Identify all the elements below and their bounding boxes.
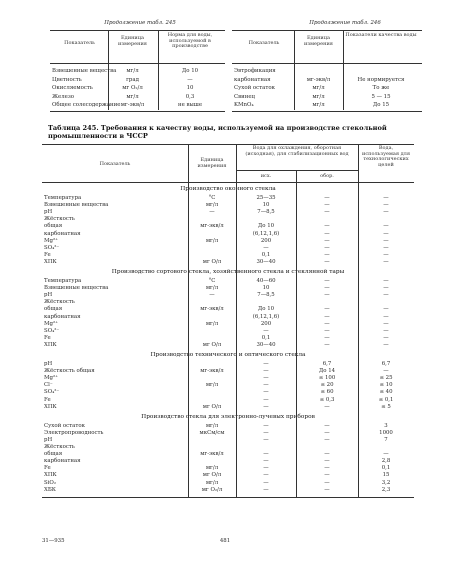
table-cell-circulating: —	[324, 202, 330, 209]
table-cell-label: Цветность	[52, 76, 82, 83]
table-cell-circulating: —	[324, 472, 330, 479]
header-cell: Показатели качества воды	[345, 32, 417, 38]
table-cell-source: —	[263, 458, 269, 465]
table-cell-process: 0,1	[381, 465, 391, 472]
table-cell-process: ≤ 10	[379, 382, 393, 389]
header-col-indicator: Показатель	[99, 161, 131, 167]
table-row-label: ХПК	[44, 341, 57, 348]
top-left-rule	[50, 30, 225, 31]
table-cell-label: KMnO₄	[234, 102, 254, 108]
table-cell-source: —	[263, 486, 269, 493]
table-cell-circulating: До 14	[318, 368, 336, 375]
table-row-label: Жёсткость общая	[44, 368, 95, 375]
table-cell-unit: мг/л	[205, 202, 219, 209]
table-cell-circulating: —	[324, 258, 330, 265]
table-cell-circulating: —	[324, 479, 330, 486]
table-cell-unit: мг-экв/л	[200, 306, 224, 313]
table-cell-label: карбонатная	[234, 76, 271, 83]
table-cell-value: 5 — 15	[371, 93, 391, 100]
table-cell-process: 2,3	[381, 486, 391, 493]
table-cell-source: (6,12,1,6)	[252, 230, 280, 237]
table-cell-source: —	[263, 429, 269, 436]
table-cell-unit: —	[209, 209, 215, 216]
table-cell-source: 10	[262, 202, 270, 209]
table-cell-circulating: —	[324, 320, 330, 327]
table-cell-circulating: —	[324, 251, 330, 258]
table-cell-process: ≤ 40	[379, 389, 393, 396]
table-cell-source: 40—60	[256, 278, 276, 284]
table-cell-label: Сухой остаток	[234, 85, 275, 91]
table-cell-source: —	[263, 465, 269, 472]
table-row-label: Жёсткость	[44, 299, 75, 306]
table-row-label: карбонатная	[44, 458, 81, 465]
page-number: 481	[219, 538, 231, 544]
table-cell-unit: мг O/л	[202, 472, 222, 479]
table-row-label: общая	[44, 306, 63, 313]
table-cell-process: 3,2	[381, 479, 391, 486]
table-row-label: Fe	[44, 251, 51, 258]
table-cell-process: —	[383, 306, 389, 313]
table-row-label: ХПК	[44, 258, 57, 265]
table-cell-unit: мг/л	[205, 422, 219, 429]
table-cell-source: —	[263, 479, 269, 486]
signature-mark: 31—935	[42, 538, 65, 544]
header-col-process: Вода, используемая для технологических целей	[361, 145, 411, 168]
table-row-label: SO₄²⁻	[44, 244, 60, 251]
table-row-label: ХПК	[44, 403, 57, 410]
table-cell-source: —	[263, 396, 269, 403]
table-cell-unit: мг O/л	[202, 258, 222, 265]
section-title: Производство оконного стекла	[180, 186, 276, 192]
table-cell-unit: мг O₂/л	[122, 85, 143, 91]
table-cell-value: До 15	[372, 102, 390, 108]
table-cell-value: —	[187, 76, 193, 83]
table-row-label: SO₄²⁻	[44, 327, 60, 334]
table-cell-source: 30—40	[256, 341, 276, 348]
table-cell-process: 2,8	[381, 458, 391, 465]
table-cell-source: —	[263, 244, 269, 251]
top-left-bottom-rule	[50, 111, 225, 112]
table-cell-process: —	[383, 251, 389, 258]
table-cell-source: До 10	[257, 306, 275, 313]
table-cell-circulating: ≤ 0,3	[319, 396, 335, 403]
table-cell-circulating: —	[324, 195, 330, 201]
table-row-label: Температура	[44, 195, 82, 201]
table-row-label: SO₄²⁻	[44, 389, 60, 396]
table-cell-source: —	[263, 382, 269, 389]
table-row-label: карбонатная	[44, 313, 81, 320]
table-cell-circulating: —	[324, 451, 330, 458]
table-cell-process: —	[383, 202, 389, 209]
table-cell-source: 0,1	[261, 334, 271, 341]
header-cell: Норма для воды, используемой в производстве	[167, 32, 213, 50]
column-rule	[236, 144, 237, 497]
table-cell-circulating: —	[324, 422, 330, 429]
table-cell-unit: мг-экв/л	[120, 102, 145, 108]
header-col-cooling: Вода для охлаждения, оборотная (исходная), для стабилизационных вод	[245, 145, 349, 157]
header-col-unit: Единица измерения	[197, 157, 227, 169]
section-title: Производство сортового стекла, хозяйственного стекла и стеклянной тары	[111, 269, 345, 275]
running-head-left: Продолжение табл. 245	[104, 20, 176, 26]
table-cell-circulating: —	[324, 341, 330, 348]
running-head-right: Продолжение табл. 246	[309, 20, 381, 26]
table-cell-unit: мг/л	[312, 102, 325, 108]
table-cell-process: 1000	[379, 429, 393, 436]
table-row-label: Взвешенные вещества	[44, 285, 109, 292]
table-cell-unit: мг-экв/л	[200, 223, 224, 230]
table-cell-label: Общее солесодержание	[52, 102, 121, 108]
table-cell-circulating: ≤ 20	[320, 382, 334, 389]
table-cell-value: 0,3	[185, 93, 195, 100]
table-cell-process: —	[383, 258, 389, 265]
table-row-label: Электропроводность	[44, 429, 104, 436]
table-cell-process: —	[383, 244, 389, 251]
table-cell-unit: град	[126, 76, 139, 83]
table-cell-source: —	[263, 422, 269, 429]
table-row-label: общая	[44, 223, 63, 230]
table-cell-source: 7—8,5	[257, 292, 275, 299]
table-cell-circulating: —	[324, 313, 330, 320]
table-cell-unit: мг/л	[205, 479, 219, 486]
table-cell-unit: мг/л	[205, 465, 219, 472]
column-rule	[343, 30, 344, 110]
table-cell-source: 7—8,5	[257, 209, 275, 216]
table-cell-process: —	[383, 237, 389, 244]
section-title: Производство стекла для электронно-лучевых приборов	[141, 413, 315, 420]
table-cell-process: 3	[384, 422, 388, 429]
column-rule	[158, 30, 159, 110]
table-cell-unit: мг O₂/л	[201, 486, 223, 493]
table-cell-circulating: —	[324, 334, 330, 341]
table-cell-process: —	[383, 230, 389, 237]
table-cell-unit: мг/л	[126, 93, 139, 100]
table-row-label: pH	[44, 361, 53, 367]
column-rule	[188, 144, 189, 497]
header-cell: Единица измерения	[304, 35, 333, 47]
table-cell-circulating: —	[324, 285, 330, 292]
table-bottom-rule	[42, 497, 414, 498]
table-cell-unit: °C	[208, 195, 216, 201]
top-right-rule	[232, 30, 422, 31]
table-cell-circulating: —	[324, 278, 330, 284]
table-row-label: Сухой остаток	[44, 422, 85, 429]
table-row-label: Жёсткость	[44, 444, 75, 450]
table-row-label: Cl⁻	[44, 382, 53, 389]
table-cell-label: Взвешенные вещества	[52, 68, 117, 74]
table-cell-source: —	[263, 436, 269, 443]
table-row-label: Mg²⁺	[44, 320, 58, 327]
header-cell: Единица измерения	[118, 35, 147, 47]
table-row-label: ХПК	[44, 472, 57, 479]
table-cell-process: —	[383, 320, 389, 327]
table-cell-process: ≤ 25	[379, 375, 393, 382]
table-cell-unit: мкСм/см	[199, 429, 225, 436]
header-col-cooling-source: исх.	[260, 173, 272, 179]
table-row-label: Fe	[44, 334, 51, 341]
table-cell-source: 200	[260, 320, 272, 327]
table-cell-source: 30—40	[256, 258, 276, 265]
table-row-label: pH	[44, 292, 53, 299]
table-cell-circulating: —	[324, 244, 330, 251]
table-cell-source: (6,12,1,6)	[252, 313, 280, 320]
table-cell-unit: мг/л	[126, 68, 139, 74]
table-row-label: общая	[44, 451, 63, 458]
table-cell-process: —	[383, 223, 389, 230]
table-cell-process: —	[383, 209, 389, 216]
table-cell-process: —	[383, 285, 389, 292]
table-cell-circulating: —	[324, 486, 330, 493]
column-rule	[294, 30, 295, 110]
table-cell-circulating: —	[324, 292, 330, 299]
table-cell-process: —	[383, 292, 389, 299]
table-cell-circulating: —	[324, 230, 330, 237]
table-cell-unit: мг/л	[312, 93, 325, 100]
table-cell-source: 25—35	[256, 195, 276, 201]
table-cell-process: —	[383, 334, 389, 341]
table-cell-unit: мг/л	[312, 85, 325, 91]
table-cell-process: —	[383, 278, 389, 284]
table-caption: Таблица 245. Требования к качеству воды, используемой на производстве стекольной промышленности в ЧССР	[48, 124, 387, 140]
top-right-bottom-rule	[232, 111, 422, 112]
table-cell-process: —	[383, 368, 389, 375]
table-cell-source: —	[263, 361, 269, 367]
table-cell-process: —	[383, 451, 389, 458]
table-cell-source: —	[263, 368, 269, 375]
table-cell-source: —	[263, 451, 269, 458]
table-cell-unit: °C	[208, 278, 216, 284]
table-cell-label: Свинец	[234, 93, 256, 100]
table-row-label: Fe	[44, 465, 51, 472]
top-right-header-rule	[232, 63, 422, 64]
table-cell-value: То же	[372, 85, 390, 91]
table-cell-circulating: ≤ 100	[318, 375, 336, 382]
table-cell-circulating: ≤ 60	[320, 389, 334, 396]
header-cell: Показатель	[64, 40, 95, 46]
header-col-cooling-circulating: обор.	[320, 173, 334, 179]
table-cell-source: —	[263, 403, 269, 410]
table-cell-source: —	[263, 472, 269, 479]
table-cell-process: 6,7	[381, 361, 391, 367]
table-cell-unit: —	[209, 292, 215, 299]
table-cell-circulating: —	[324, 209, 330, 216]
table-row-label: Жёсткость	[44, 216, 75, 223]
table-cell-source: 0,1	[261, 251, 271, 258]
table-cell-unit: мг/л	[205, 285, 219, 292]
table-cell-circulating: —	[324, 223, 330, 230]
table-cell-source: —	[263, 327, 269, 334]
table-cell-circulating: —	[324, 436, 330, 443]
table-cell-label: Окисляемость	[52, 85, 93, 91]
table-cell-label: Железо	[52, 93, 75, 100]
table-cell-source: 200	[260, 237, 272, 244]
table-cell-process: —	[383, 313, 389, 320]
top-left-header-rule	[50, 63, 225, 64]
table-cell-unit: мг/л	[205, 320, 219, 327]
table-row-label: Взвешенные вещества	[44, 202, 109, 209]
table-cell-circulating: —	[324, 237, 330, 244]
table-cell-circulating: —	[324, 306, 330, 313]
table-row-label: SiO₂	[44, 479, 56, 486]
column-rule	[358, 144, 359, 497]
table-cell-process: 7	[384, 436, 388, 443]
table-row-label: Mg²⁺	[44, 237, 58, 244]
table-cell-value: не выше	[177, 102, 203, 108]
table-cell-circulating: 6,7	[322, 361, 332, 367]
table-row-label: pH	[44, 436, 53, 443]
table-cell-value: До 10	[181, 68, 199, 74]
header-sub-rule	[236, 170, 358, 171]
table-cell-process: —	[383, 341, 389, 348]
table-cell-circulating: —	[324, 429, 330, 436]
table-cell-process: ≤ 0,1	[378, 396, 394, 403]
table-cell-circulating: —	[324, 327, 330, 334]
table-cell-process: —	[383, 327, 389, 334]
table-cell-unit: мг-экв/л	[200, 451, 224, 458]
table-cell-unit: мг-экв/л	[306, 76, 331, 83]
table-cell-source: До 10	[257, 223, 275, 230]
header-cell: Показатель	[248, 40, 280, 46]
table-cell-value: Не нормируется	[357, 76, 405, 83]
table-cell-unit: мг-экв/л	[200, 368, 224, 375]
table-cell-source: —	[263, 389, 269, 396]
table-cell-unit: мг O/л	[202, 403, 222, 410]
table-cell-label: Эвтрофикация	[234, 68, 276, 74]
table-cell-unit: мг/л	[205, 382, 219, 389]
table-cell-value: 10	[186, 85, 194, 91]
table-cell-source: —	[263, 375, 269, 382]
column-rule	[296, 170, 297, 497]
table-row-label: ХБК	[44, 486, 56, 493]
table-cell-unit: мг/л	[205, 237, 219, 244]
table-cell-unit: мг O/л	[202, 341, 222, 348]
table-row-label: Mg²⁺	[44, 375, 58, 382]
table-cell-process: —	[383, 195, 389, 201]
table-cell-source: 10	[262, 285, 270, 292]
table-row-label: Fe	[44, 396, 51, 403]
table-cell-circulating: —	[324, 403, 330, 410]
section-title: Производство технического и оптического стекла	[150, 352, 306, 358]
table-cell-process: 15	[382, 472, 390, 479]
table-cell-circulating: —	[324, 458, 330, 465]
table-row-label: карбонатная	[44, 230, 81, 237]
table-cell-process: ≤ 5	[381, 403, 391, 410]
table-cell-circulating: —	[324, 465, 330, 472]
table-row-label: pH	[44, 209, 53, 216]
table-row-label: Температура	[44, 278, 82, 284]
